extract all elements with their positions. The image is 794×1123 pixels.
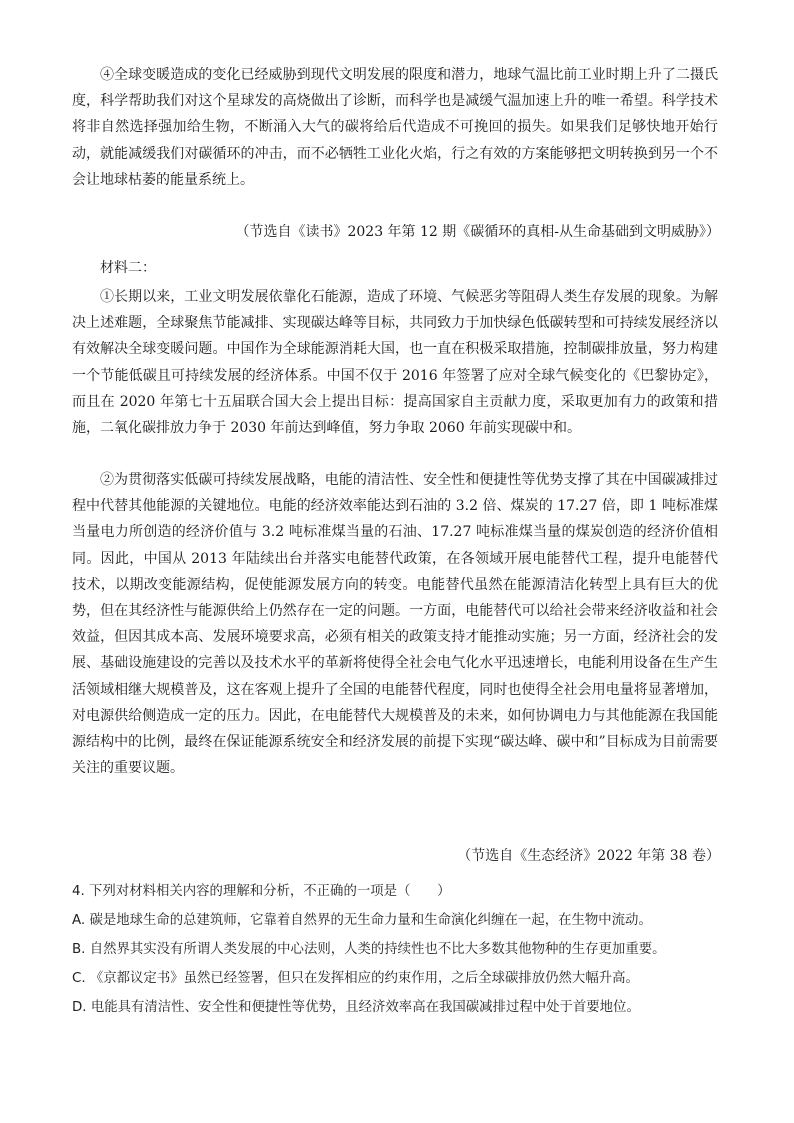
material-two-source: （节选自《生态经济》2022 年第 38 卷） xyxy=(457,848,720,864)
material-one-paragraph-4: ④全球变暖造成的变化已经威胁到现代文明发展的限度和潜力，地球气温比前工业时期上升了二摄氏度，科学帮助我们对这个星球发的高烧做出了诊断，而科学也是减缓气温加速上升的唯一希望。科学技术将非自然选择强加给生物，不断涌入大气的碳将给后代造成不可挽回的损失。如果我们足够快地开始行动，就能减缓我们对碳循环的冲击，而不必牺牲工业化火焰，行之有效的方案能够把文明转换到另一个不会让地球枯萎的能量系统上。 xyxy=(72,67,718,188)
option-b: B. 自然界其实没有所谓人类发展的中心法则，人类的持续性也不比大多数其他物种的生存更加重要。 xyxy=(72,942,666,957)
question-stem: 4. 下列对材料相关内容的理解和分析，不正确的一项是（ ） xyxy=(72,884,451,899)
material-one-source: （节选自《读书》2023 年第 12 期《碳循环的真相-从生命基础到文明威胁》） xyxy=(235,224,720,240)
option-a: A. 碳是地球生命的总建筑师，它靠着自然界的无生命力量和生命演化纠缠在一起，在生物中流动。 xyxy=(72,913,652,928)
option-c: C. 《京都议定书》虽然已经签署，但只在发挥相应的约束作用，之后全球碳排放仍然大幅升高。 xyxy=(72,971,639,986)
material-two-paragraph-1: ①长期以来，工业文明发展依靠化石能源，造成了环境、气候恶劣等阻碍人类生存发展的现象。为解决上述难题，全球聚焦节能减排、实现碳达峰等目标，共同致力于加快绿色低碳转型和可持续发展经济以有效解决全球变暖问题。中国作为全球能源消耗大国，也一直在积极采取措施，控制碳排放量，努力构建一个节能低碳且可持续发展的经济体系。中国不仅于 2016 年签署了应对全球气候变化的《巴黎协定》，而且在 2020 年第七十五届联合国大会上提出目标：提高国家自主贡献力度，采取更加有力的政策和措施，二氧化碳排放力争于 2030 年前达到峰值，努力争取 2060 年前实现碳中和。 xyxy=(72,289,718,437)
option-d: D. 电能具有清洁性、安全性和便捷性等优势，且经济效率高在我国碳减排过程中处于首要地位。 xyxy=(72,1000,640,1015)
material-two-paragraph-2: ②为贯彻落实低碳可持续发展战略，电能的清洁性、安全性和便捷性等优势支撑了其在中国碳减排过程中代替其他能源的关键地位。电能的经济效率能达到石油的 3.2 倍、煤炭的 17.27 倍，即 1 吨标准煤当量电力所创造的经济价值与 3.2 吨标准煤当量的石油、17.27 吨标准煤当量的煤炭创造的经济价值相同。因此，中国从 2013 年陆续出台并落实电能替代政策，在各领域开展电能替代工程，提升电能替代技术，以期改变能源结构，促使能源发展方向的转变。电能替代虽然在能源清洁化转型上具有巨大的优势，但在其经济性与能源供给上仍然存在一定的问题。一方面，电能替代可以给社会带来经济收益和社会效益，但因其成本高、发展环境要求高，必须有相关的政策支持才能推动实施；另一方面，经济社会的发展、基础设施建设的完善以及技术水平的革新将使得全社会电气化水平迅速增长，电能利用设备在生产生活领域相继大规模普及，这在客观上提升了全国的电能替代程度，同时也使得全社会用电量将显著增加，对电源供给侧造成一定的压力。因此，在电能替代大规模普及的未来，如何协调电力与其他能源在我国能源结构中的比例，最终在保证能源系统安全和经济发展的前提下实现“碳达峰、碳中和”目标成为目前需要关注的重要议题。 xyxy=(72,472,718,777)
material-two-heading: 材料二： xyxy=(100,260,156,276)
